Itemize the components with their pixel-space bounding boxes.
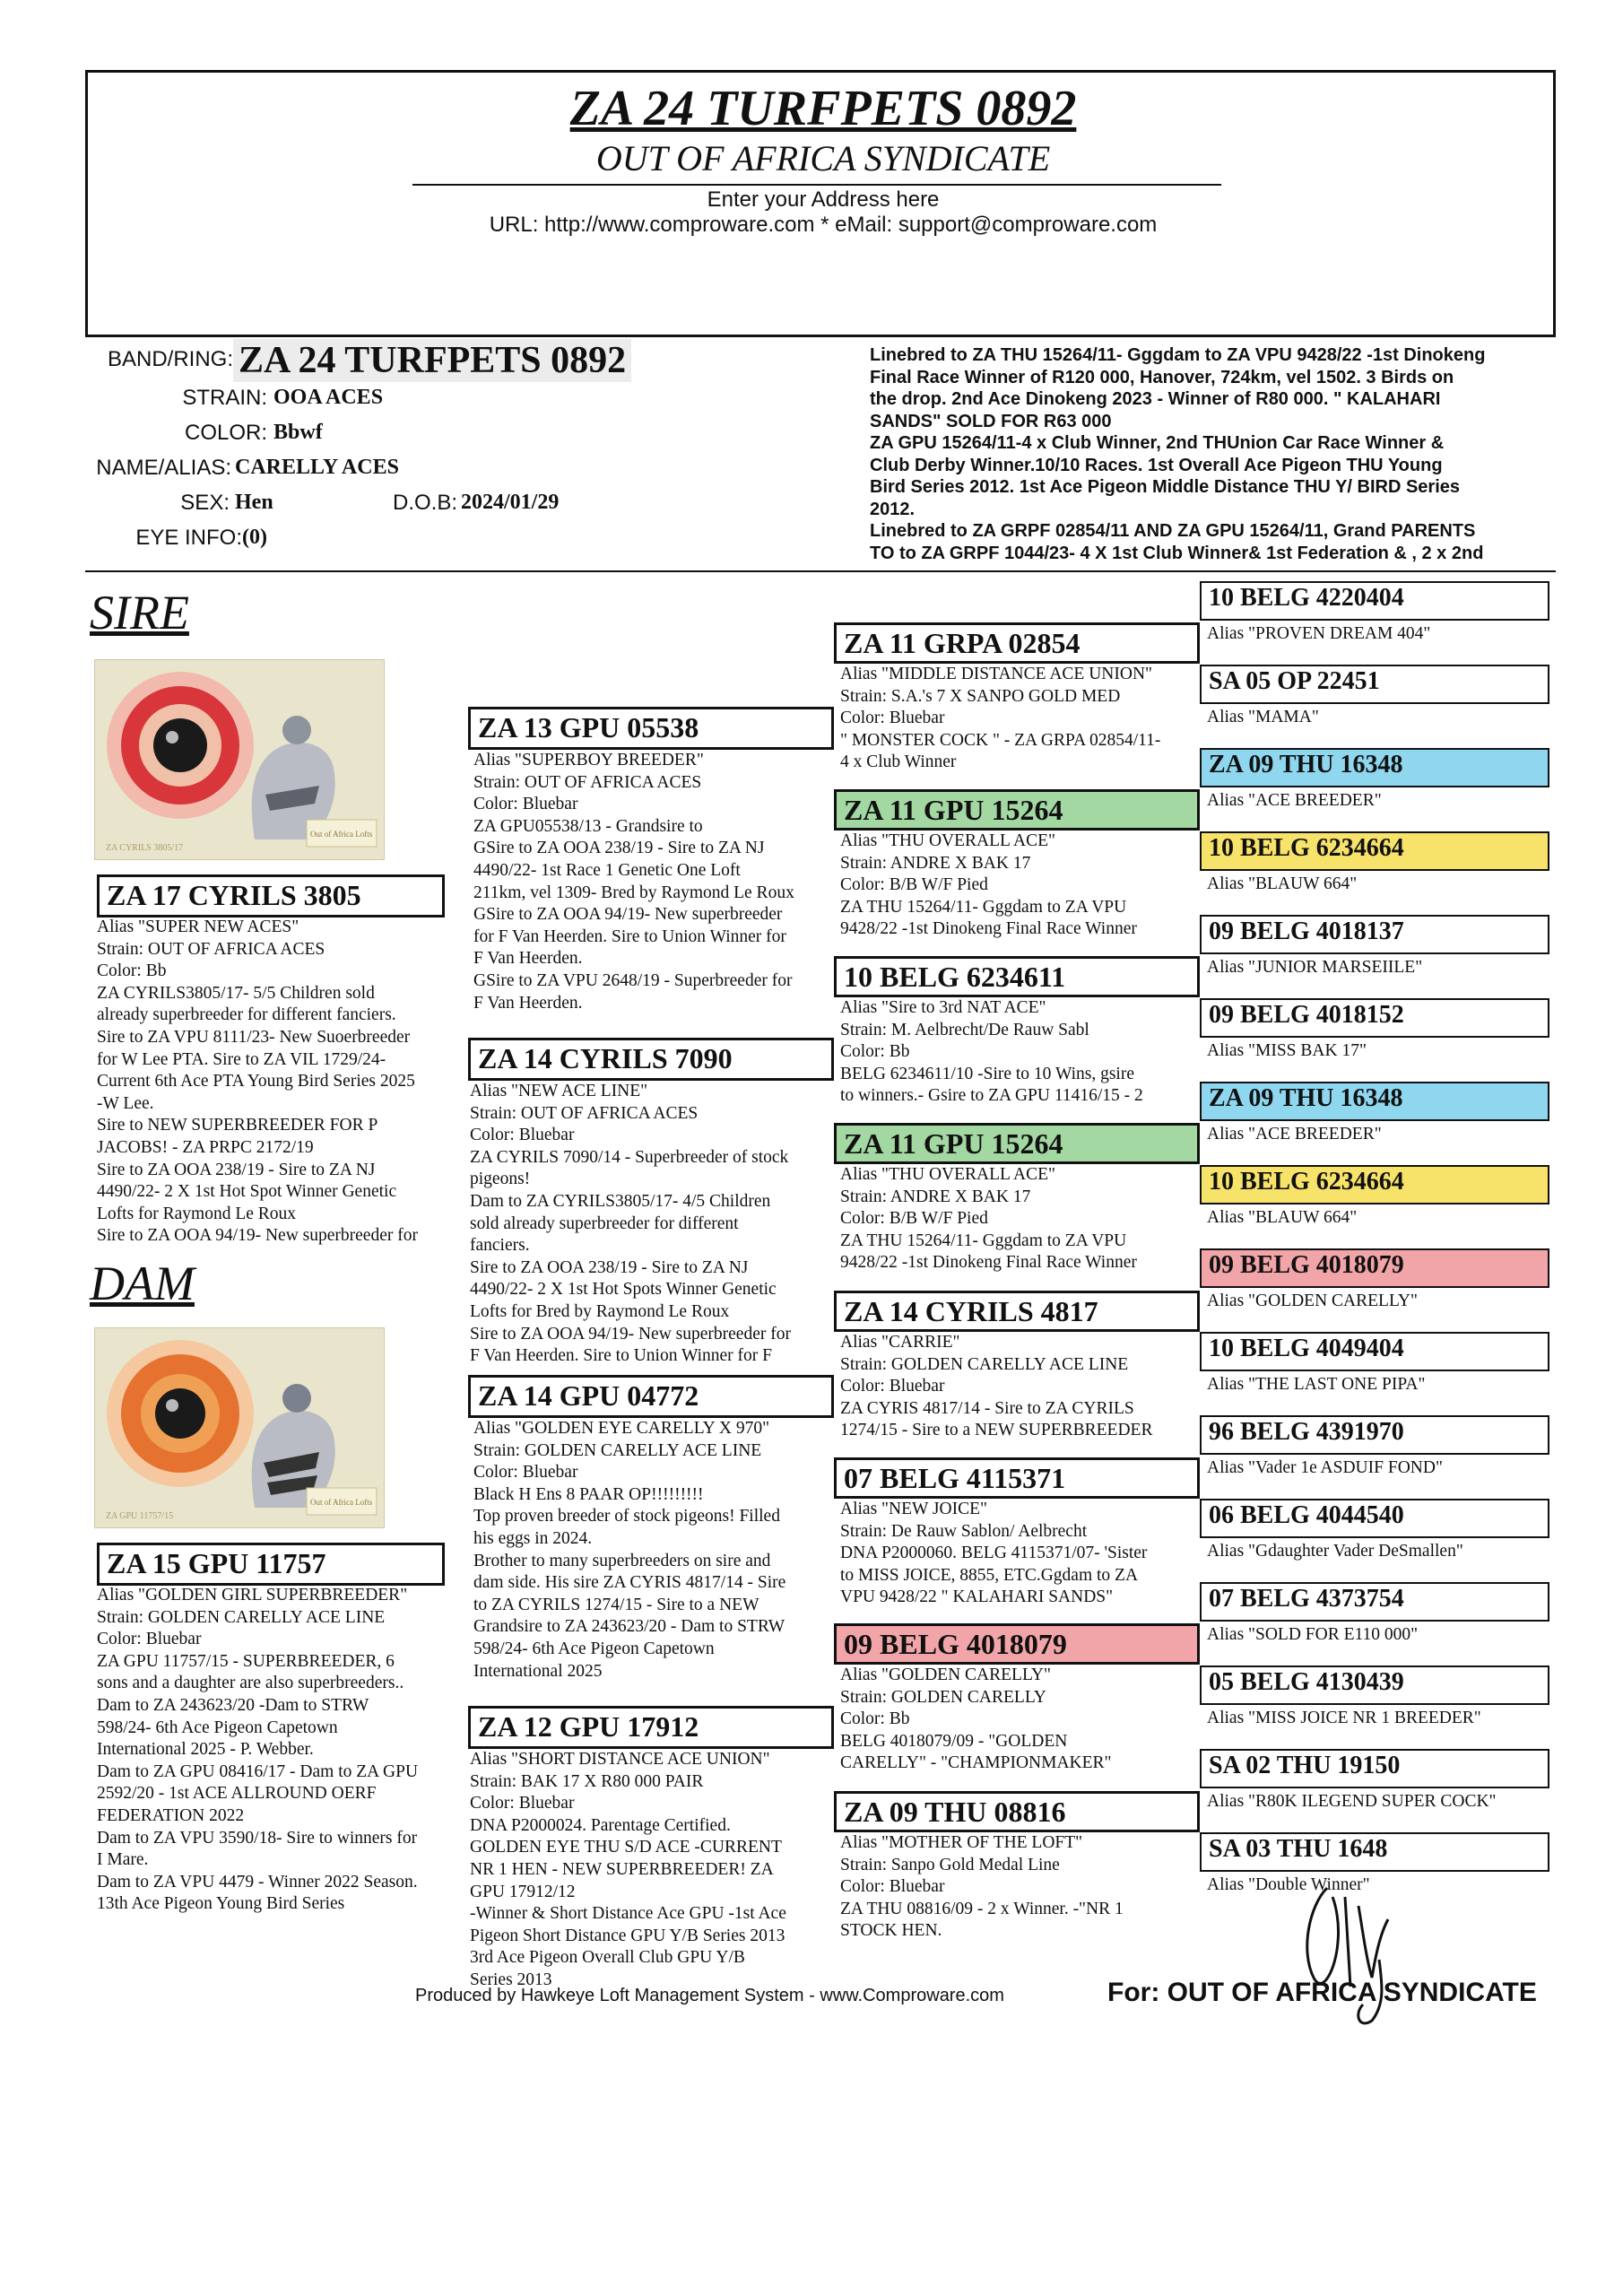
desc-line: International 2025 - P. Webber. (97, 1740, 314, 1760)
desc-line: Strain: ANDRE X BAK 17 (840, 1187, 1031, 1206)
gen4-ring: 06 BELG 4044540 (1200, 1499, 1549, 1538)
desc-line: 598/24- 6th Ace Pigeon Capetown (473, 1639, 715, 1658)
gen4-ring: 10 BELG 4220404 (1200, 581, 1549, 621)
desc-line: ZA THU 15264/11- Gggdam to ZA VPU (840, 897, 1127, 917)
desc-line: Sire to ZA OOA 238/19 - Sire to ZA NJ (97, 1160, 376, 1179)
desc-line: Color: Bb (840, 1709, 910, 1729)
desc-line: Strain: OUT OF AFRICA ACES (473, 772, 702, 792)
gen3-description (840, 664, 1199, 774)
contact-line: URL: http://www.comproware.com * eMail: support@comproware.com (489, 213, 1158, 237)
desc-line: Strain: GOLDEN CARELLY ACE LINE (840, 1354, 1129, 1374)
header-divider (412, 184, 1221, 186)
band-value: ZA 24 TURFPETS 0892 (233, 339, 631, 382)
desc-line: Alias "GOLDEN EYE CARELLY X 970" (473, 1419, 770, 1438)
desc-line: Strain: S.A.'s 7 X SANPO GOLD MED (840, 686, 1121, 706)
desc-line: Sire to ZA OOA 238/19 - Sire to ZA NJ (470, 1257, 749, 1277)
footer-produced: Produced by Hawkeye Loft Management System - www.Comproware.com (415, 1986, 1004, 2005)
desc-line: Color: Bluebar (473, 1463, 578, 1483)
desc-line: Alias "SUPERBOY BREEDER" (473, 751, 704, 770)
eye-label: EYE INFO: (135, 526, 242, 550)
desc-line: Alias "MIDDLE DISTANCE ACE UNION" (840, 665, 1153, 683)
desc-line: Dam to ZA GPU 08416/17 - Dam to ZA GPU (97, 1761, 419, 1781)
desc-line: Black H Ens 8 PAAR OP!!!!!!!!! (473, 1484, 704, 1504)
desc-line: Color: Bluebar (473, 795, 578, 814)
desc-line: Strain: Sanpo Gold Medal Line (840, 1855, 1060, 1874)
desc-line: GOLDEN EYE THU S/D ACE -CURRENT (470, 1838, 782, 1857)
desc-line: Sire to ZA VPU 8111/23- New Suoerbreeder (97, 1027, 411, 1047)
desc-line: 598/24- 6th Ace Pigeon Capetown (97, 1718, 338, 1737)
name-value: CARELLY ACES (235, 456, 399, 479)
desc-line: dam side. His sire ZA CYRIS 4817/14 - Sire (473, 1573, 786, 1593)
desc-line: to winners.- Gsire to ZA GPU 11416/15 - 2 (840, 1086, 1143, 1106)
strain-label: STRAIN: (182, 386, 267, 410)
desc-line: Color: Bb (840, 1042, 910, 1062)
desc-line: DNA P2000060. BELG 4115371/07- 'Sister (840, 1544, 1148, 1563)
desc-line: Color: B/B W/F Pied (840, 875, 988, 895)
desc-line: Color: Bluebar (840, 1877, 945, 1897)
gen4-alias: Alias "MISS BAK 17" (1207, 1041, 1367, 1060)
desc-line: Color: Bluebar (97, 1630, 202, 1649)
desc-line: F Van Heerden. (473, 949, 583, 969)
gen4-alias: Alias "THE LAST ONE PIPA" (1207, 1375, 1426, 1394)
desc-line: for F Van Heerden. Sire to Union Winner for (473, 926, 786, 946)
gen3-ring: 09 BELG 4018079 (834, 1623, 1200, 1665)
gen3-description (840, 1665, 1199, 1775)
gen4-alias: Alias "R80K ILEGEND SUPER COCK" (1207, 1792, 1497, 1811)
notes-line: the drop. 2nd Ace Dinokeng 2023 - Winner of R80 000. " KALAHARI (870, 389, 1441, 409)
desc-line: ZA THU 15264/11- Gggdam to ZA VPU (840, 1231, 1127, 1250)
desc-line: pigeons! (470, 1170, 531, 1189)
desc-line: GSire to ZA OOA 94/19- New superbreeder (473, 905, 783, 925)
desc-line: sold already superbreeder for different (470, 1213, 739, 1233)
desc-line: ZA CYRILS3805/17- 5/5 Children sold (97, 983, 375, 1003)
desc-line: Lofts for Bred by Raymond Le Roux (470, 1301, 730, 1321)
desc-line: Strain: OUT OF AFRICA ACES (97, 939, 325, 959)
desc-line: International 2025 (473, 1661, 603, 1681)
gen4-alias: Alias "MISS JOICE NR 1 BREEDER" (1207, 1709, 1481, 1727)
desc-line: Sire to ZA OOA 94/19- New superbreeder for (97, 1226, 418, 1246)
header-box (85, 70, 1556, 337)
desc-line: Strain: De Rauw Sablon/ Aelbrecht (840, 1521, 1088, 1541)
notes-line: Final Race Winner of R120 000, Hanover, 724km, vel 1502. 3 Birds on (870, 367, 1454, 387)
gen4-alias: Alias "JUNIOR MARSEIILE" (1207, 958, 1423, 977)
color-label: COLOR: (184, 421, 267, 445)
desc-line: already superbreeder for different fanciers. (97, 1005, 396, 1025)
desc-line: Brother to many superbreeders on sire and (473, 1551, 771, 1570)
desc-line: Pigeon Short Distance GPU Y/B Series 2013 (470, 1926, 785, 1945)
desc-line: CARELLY" - "CHAMPIONMAKER" (840, 1753, 1112, 1773)
desc-line: Color: B/B W/F Pied (840, 1209, 988, 1229)
gen4-ring: SA 02 THU 19150 (1200, 1749, 1549, 1788)
desc-line: Alias "NEW JOICE" (840, 1500, 987, 1518)
gen4-ring: ZA 09 THU 16348 (1200, 748, 1549, 787)
desc-line: Alias "GOLDEN GIRL SUPERBREEDER" (97, 1586, 408, 1605)
gen4-alias: Alias "Double Winner" (1207, 1875, 1370, 1894)
dam-photo (94, 1327, 385, 1528)
desc-line: 4 x Club Winner (840, 752, 957, 772)
desc-line: Lofts for Raymond Le Roux (97, 1204, 297, 1223)
gen2-ring: ZA 14 CYRILS 7090 (468, 1038, 834, 1081)
desc-line: Color: Bluebar (470, 1794, 575, 1813)
gen3-ring: 10 BELG 6234611 (834, 956, 1200, 997)
desc-line: Strain: GOLDEN CARELLY (840, 1687, 1046, 1707)
gen4-ring: SA 03 THU 1648 (1200, 1832, 1549, 1872)
gen4-ring: 10 BELG 4049404 (1200, 1332, 1549, 1371)
desc-line: STOCK HEN. (840, 1921, 942, 1941)
gen4-ring: 07 BELG 4373754 (1200, 1582, 1549, 1622)
desc-line: -W Lee. (97, 1093, 154, 1113)
gen4-alias: Alias "SOLD FOR E110 000" (1207, 1625, 1419, 1644)
gen4-ring: SA 05 OP 22451 (1200, 665, 1549, 704)
gen4-alias: Alias "ACE BREEDER" (1207, 1125, 1382, 1144)
gen3-ring: ZA 11 GPU 15264 (834, 789, 1200, 831)
notes-line: Linebred to ZA THU 15264/11- Gggdam to ZA VPU 9428/22 -1st Dinokeng (870, 345, 1486, 365)
desc-line: Alias "THU OVERALL ACE" (840, 1165, 1055, 1184)
gen3-ring: ZA 11 GRPA 02854 (834, 622, 1200, 664)
desc-line: Sire to ZA OOA 94/19- New superbreeder for (470, 1324, 791, 1344)
page-title: ZA 24 TURFPETS 0892 (569, 81, 1077, 136)
dam-heading: DAM (90, 1257, 195, 1310)
band-label: BAND/RING: (107, 347, 233, 371)
notes-line: 2012. (870, 499, 916, 519)
gen4-ring: 10 BELG 6234664 (1200, 1165, 1549, 1205)
desc-line: Alias "SUPER NEW ACES" (97, 918, 299, 936)
gen2-ring: ZA 12 GPU 17912 (468, 1706, 834, 1749)
sire-ring: ZA 17 CYRILS 3805 (97, 874, 445, 918)
gen4-alias: Alias "ACE BREEDER" (1207, 791, 1382, 810)
eye-value: (0) (242, 526, 267, 549)
gen4-ring: ZA 09 THU 16348 (1200, 1082, 1549, 1121)
desc-line: Strain: M. Aelbrecht/De Rauw Sabl (840, 1020, 1089, 1039)
desc-line: Series 2013 (470, 1970, 552, 1989)
desc-line: Alias "Sire to 3rd NAT ACE" (840, 998, 1046, 1017)
desc-line: DNA P2000024. Parentage Certified. (470, 1815, 731, 1835)
desc-line: GPU 17912/12 (470, 1882, 576, 1901)
desc-line: 3rd Ace Pigeon Overall Club GPU Y/B (470, 1948, 745, 1968)
gen3-ring: ZA 11 GPU 15264 (834, 1123, 1200, 1164)
address-line: Enter your Address here (707, 187, 940, 212)
desc-line: 1274/15 - Sire to a NEW SUPERBREEDER (840, 1421, 1153, 1440)
pigeon-eye-icon (95, 660, 384, 859)
gen2-ring: ZA 14 GPU 04772 (468, 1375, 834, 1418)
name-label: NAME/ALIAS: (96, 456, 231, 480)
gen4-alias: Alias "BLAUW 664" (1207, 874, 1358, 893)
desc-line: 4490/22- 1st Race 1 Genetic One Loft (473, 860, 741, 880)
gen3-ring: ZA 14 CYRILS 4817 (834, 1291, 1200, 1332)
gen4-ring: 09 BELG 4018137 (1200, 915, 1549, 954)
dob-value: 2024/01/29 (461, 491, 560, 514)
desc-line: sons and a daughter are also superbreeders.. (97, 1674, 404, 1693)
desc-line: Alias "NEW ACE LINE" (470, 1082, 648, 1100)
gen4-ring: 96 BELG 4391970 (1200, 1415, 1549, 1455)
desc-line: F Van Heerden. (473, 993, 583, 1013)
gen3-description (840, 997, 1199, 1108)
desc-line: 4490/22- 2 X 1st Hot Spot Winner Genetic (97, 1182, 397, 1202)
gen4-ring: 05 BELG 4130439 (1200, 1665, 1549, 1705)
gen3-description (840, 1499, 1199, 1609)
footer-for: For: OUT OF AFRICA SYNDICATE (1107, 1978, 1537, 2007)
desc-line: Strain: OUT OF AFRICA ACES (470, 1103, 699, 1123)
desc-line: F Van Heerden. Sire to Union Winner for F (470, 1346, 772, 1366)
desc-line: Dam to ZA VPU 3590/18- Sire to winners for (97, 1828, 418, 1848)
desc-line: Grandsire to ZA 243623/20 - Dam to STRW (473, 1617, 785, 1637)
desc-line: Top proven breeder of stock pigeons! Filled (473, 1507, 780, 1526)
gen3-description (840, 1332, 1199, 1442)
desc-line: VPU 9428/22 " KALAHARI SANDS" (840, 1587, 1114, 1607)
notes-line: TO to ZA GRPF 1044/23- 4 X 1st Club Winner& 1st Federation & , 2 x 2nd (870, 543, 1484, 563)
desc-line: NR 1 HEN - NEW SUPERBREEDER! ZA (470, 1859, 774, 1879)
desc-line: I Mare. (97, 1850, 149, 1870)
desc-line: ZA GPU 11757/15 - SUPERBREEDER, 6 (97, 1651, 395, 1671)
desc-line: Alias "THU OVERALL ACE" (840, 831, 1055, 850)
desc-line: Dam to ZA 243623/20 -Dam to STRW (97, 1695, 369, 1715)
gen4-ring: 09 BELG 4018079 (1200, 1248, 1549, 1288)
desc-line: Alias "CARRIE" (840, 1333, 960, 1352)
pigeon-eye-icon (95, 1328, 384, 1527)
dam-ring: ZA 15 GPU 11757 (97, 1543, 445, 1586)
desc-line: Color: Bluebar (840, 1377, 945, 1396)
notes-line: Linebred to ZA GRPF 02854/11 AND ZA GPU 15264/11, Grand PARENTS (870, 521, 1476, 541)
gen4-alias: Alias "Vader 1e ASDUIF FOND" (1207, 1458, 1443, 1477)
main-divider (85, 570, 1556, 572)
desc-line: 2592/20 - 1st ACE ALLROUND OERF (97, 1784, 377, 1804)
sire-heading: SIRE (90, 586, 189, 639)
gen4-ring: 10 BELG 6234664 (1200, 831, 1549, 871)
notes-line: SANDS" SOLD FOR R63 000 (870, 411, 1112, 431)
dam-description (97, 1585, 456, 1916)
desc-line: Strain: ANDRE X BAK 17 (840, 853, 1031, 873)
desc-line: FEDERATION 2022 (97, 1805, 245, 1825)
desc-line: for W Lee PTA. Sire to ZA VIL 1729/24- (97, 1049, 386, 1069)
desc-line: Alias "MOTHER OF THE LOFT" (840, 1833, 1083, 1852)
gen2-description (473, 750, 837, 1014)
desc-line: ZA THU 08816/09 - 2 x Winner. -"NR 1 (840, 1899, 1124, 1918)
dam-photo-caption: ZA GPU 11757/15 (106, 1511, 174, 1521)
desc-line: GSire to ZA VPU 2648/19 - Superbreeder for (473, 970, 793, 990)
desc-line: 9428/22 -1st Dinokeng Final Race Winner (840, 919, 1137, 939)
gen4-ring: 09 BELG 4018152 (1200, 998, 1549, 1038)
desc-line: ZA CYRILS 7090/14 - Superbreeder of stock (470, 1147, 789, 1167)
desc-line: to ZA CYRILS 1274/15 - Sire to a NEW (473, 1595, 759, 1614)
desc-line: 211km, vel 1309- Bred by Raymond Le Roux (473, 883, 794, 902)
desc-line: Strain: BAK 17 X R80 000 PAIR (470, 1771, 704, 1791)
gen2-description (473, 1418, 837, 1683)
desc-line: 4490/22- 2 X 1st Hot Spots Winner Genetic (470, 1280, 777, 1300)
desc-line: Strain: GOLDEN CARELLY ACE LINE (473, 1440, 762, 1460)
gen4-alias: Alias "Gdaughter Vader DeSmallen" (1207, 1542, 1463, 1561)
desc-line: ZA CYRIS 4817/14 - Sire to ZA CYRILS (840, 1398, 1134, 1418)
desc-line: Dam to ZA VPU 4479 - Winner 2022 Season. (97, 1872, 418, 1892)
strain-value: OOA ACES (273, 386, 384, 409)
notes-block (870, 344, 1551, 564)
desc-line: JACOBS! - ZA PRPC 2172/19 (97, 1137, 314, 1157)
desc-line: Alias "GOLDEN CARELLY" (840, 1665, 1051, 1684)
gen4-alias: Alias "PROVEN DREAM 404" (1207, 624, 1431, 643)
dob-label: D.O.B: (392, 491, 457, 515)
desc-line: Strain: GOLDEN CARELLY ACE LINE (97, 1607, 386, 1627)
page-subtitle: OUT OF AFRICA SYNDICATE (595, 138, 1051, 178)
desc-line: Sire to NEW SUPERBREEDER FOR P (97, 1116, 378, 1135)
desc-line: 13th Ace Pigeon Young Bird Series (97, 1894, 345, 1914)
gen2-description (470, 1749, 838, 1992)
desc-line: " MONSTER COCK " - ZA GRPA 02854/11- (840, 730, 1161, 750)
sex-label: SEX: (180, 491, 230, 515)
sire-description (97, 917, 456, 1248)
gen3-description (840, 831, 1199, 941)
color-value: Bbwf (273, 421, 323, 444)
desc-line: fanciers. (470, 1236, 530, 1256)
desc-line: BELG 4018079/09 - "GOLDEN (840, 1731, 1068, 1751)
desc-line: ZA GPU05538/13 - Grandsire to (473, 816, 703, 836)
signature-icon (1273, 1870, 1417, 2031)
gen4-alias: Alias "BLAUW 664" (1207, 1208, 1358, 1227)
desc-line: GSire to ZA OOA 238/19 - Sire to ZA NJ (473, 839, 765, 858)
desc-line: Color: Bluebar (470, 1126, 575, 1145)
notes-line: Bird Series 2012. 1st Ace Pigeon Middle Distance THU Y/ BIRD Series (870, 477, 1461, 497)
desc-line: Color: Bb (97, 961, 167, 981)
notes-line: Club Derby Winner.10/10 Races. 1st Overall Ace Pigeon THU Young (870, 455, 1443, 475)
gen3-ring: ZA 09 THU 08816 (834, 1791, 1200, 1832)
desc-line: 9428/22 -1st Dinokeng Final Race Winner (840, 1253, 1137, 1273)
desc-line: BELG 6234611/10 -Sire to 10 Wins, gsire (840, 1064, 1134, 1083)
gen2-description (470, 1081, 838, 1368)
sire-photo (94, 659, 385, 860)
desc-line: Current 6th Ace PTA Young Bird Series 2025 (97, 1072, 415, 1091)
gen3-ring: 07 BELG 4115371 (834, 1457, 1200, 1499)
desc-line: his eggs in 2024. (473, 1528, 593, 1548)
gen3-description (840, 1164, 1199, 1274)
sire-photo-logo: Out of Africa Lofts (310, 830, 373, 839)
desc-line: -Winner & Short Distance Ace GPU -1st Ace (470, 1904, 786, 1924)
sex-value: Hen (235, 491, 273, 514)
dam-photo-logo: Out of Africa Lofts (310, 1498, 373, 1507)
sire-photo-caption: ZA CYRILS 3805/17 (106, 843, 184, 853)
notes-line: ZA GPU 15264/11-4 x Club Winner, 2nd THUnion Car Race Winner & (870, 433, 1445, 453)
gen4-alias: Alias "MAMA" (1207, 708, 1319, 726)
gen2-ring: ZA 13 GPU 05538 (468, 707, 834, 750)
desc-line: to MISS JOICE, 8855, ETC.Ggdam to ZA (840, 1565, 1139, 1585)
desc-line: Alias "SHORT DISTANCE ACE UNION" (470, 1750, 770, 1769)
gen3-description (840, 1832, 1199, 1943)
desc-line: Color: Bluebar (840, 709, 945, 728)
gen4-alias: Alias "GOLDEN CARELLY" (1207, 1292, 1418, 1310)
desc-line: Dam to ZA CYRILS3805/17- 4/5 Children (470, 1191, 771, 1211)
